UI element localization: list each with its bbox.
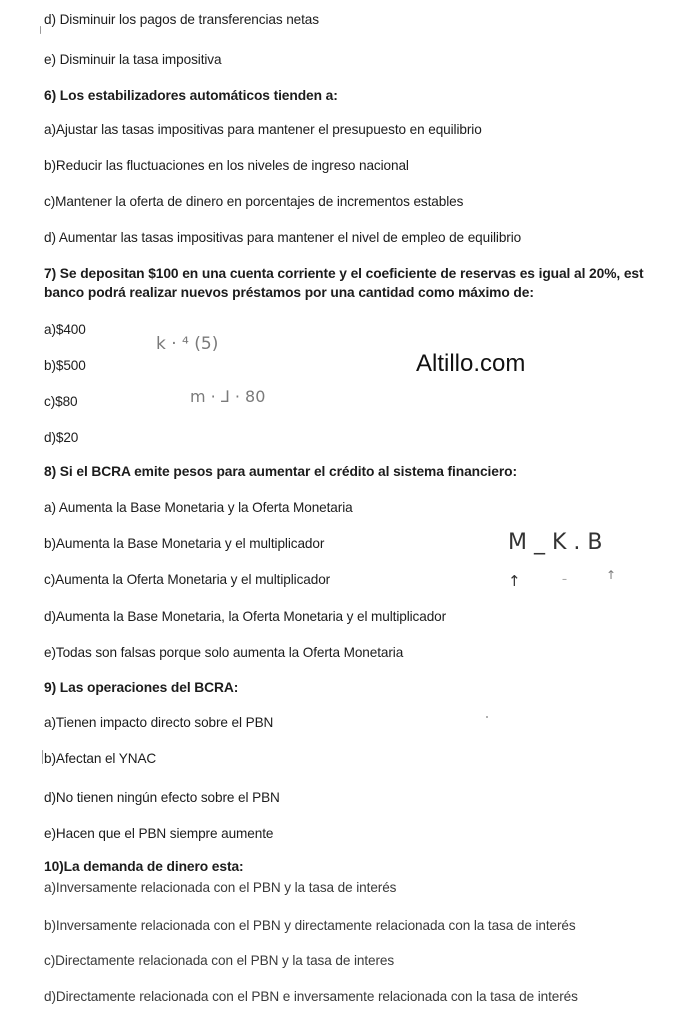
answer-option: a)Tienen impacto directo sobre el PBN [44,715,274,730]
answer-option: d)$20 [44,430,79,445]
answer-option: c)Mantener la oferta de dinero en porcentajes de incrementos estables [44,194,464,209]
answer-option: d) Disminuir los pagos de transferencias netas [44,12,319,27]
question-heading: 9) Las operaciones del BCRA: [44,680,239,695]
question-heading: 10)La demanda de dinero esta: [44,859,244,874]
answer-option: c)Directamente relacionada con el PBN y la tasa de interes [44,953,395,968]
answer-option: d)Aumenta la Base Monetaria, la Oferta Monetaria y el multiplicador [44,609,447,624]
answer-option: e)Todas son falsas porque solo aumenta la Oferta Monetaria [44,645,404,660]
question-heading: 8) Si el BCRA emite pesos para aumentar el crédito al sistema financiero: [44,464,517,479]
question-heading: 7) Se depositan $100 en una cuenta corriente y el coeficiente de reservas es igual al 20%, est [44,266,644,281]
answer-option: e)Hacen que el PBN siempre aumente [44,826,274,841]
answer-option: b)Aumenta la Base Monetaria y el multiplicador [44,536,325,551]
scan-speck [40,26,41,34]
answer-option: d)No tienen ningún efecto sobre el PBN [44,790,280,805]
answer-option: e) Disminuir la tasa impositiva [44,52,222,67]
handwritten-note: M _ K . B [508,530,603,555]
answer-option: a)Inversamente relacionada con el PBN y la tasa de interés [44,880,397,895]
answer-option: c)$80 [44,394,78,409]
answer-option: c)Aumenta la Oferta Monetaria y el multiplicador [44,572,331,587]
handwritten-note: ↑ [606,568,617,582]
answer-option: b)Reducir las fluctuaciones en los niveles de ingreso nacional [44,158,409,173]
answer-option: b)$500 [44,358,86,373]
answer-option: b)Afectan el YNAC [44,751,157,766]
scan-speck [486,716,488,718]
question-heading: banco podrá realizar nuevos préstamos por una cantidad como máximo de: [44,285,534,300]
handwritten-note: – [562,574,567,585]
answer-option: d) Aumentar las tasas impositivas para mantener el nivel de empleo de equilibrio [44,230,522,245]
answer-option: a)Ajustar las tasas impositivas para mantener el presupuesto en equilibrio [44,122,482,137]
handwritten-note: k · ⁴ (5) [156,334,219,354]
scan-speck [42,750,43,764]
answer-option: b)Inversamente relacionada con el PBN y directamente relacionada con la tasa de interés [44,918,576,933]
answer-option: a) Aumenta la Base Monetaria y la Oferta Monetaria [44,500,353,515]
watermark-text: Altillo.com [416,350,526,377]
answer-option: d)Directamente relacionada con el PBN e inversamente relacionada con la tasa de interés [44,989,578,1004]
handwritten-note: m · ⅃ · 80 [190,387,266,406]
question-heading: 6) Los estabilizadores automáticos tienden a: [44,88,338,103]
handwritten-note: ↑ [508,572,521,590]
answer-option: a)$400 [44,322,86,337]
